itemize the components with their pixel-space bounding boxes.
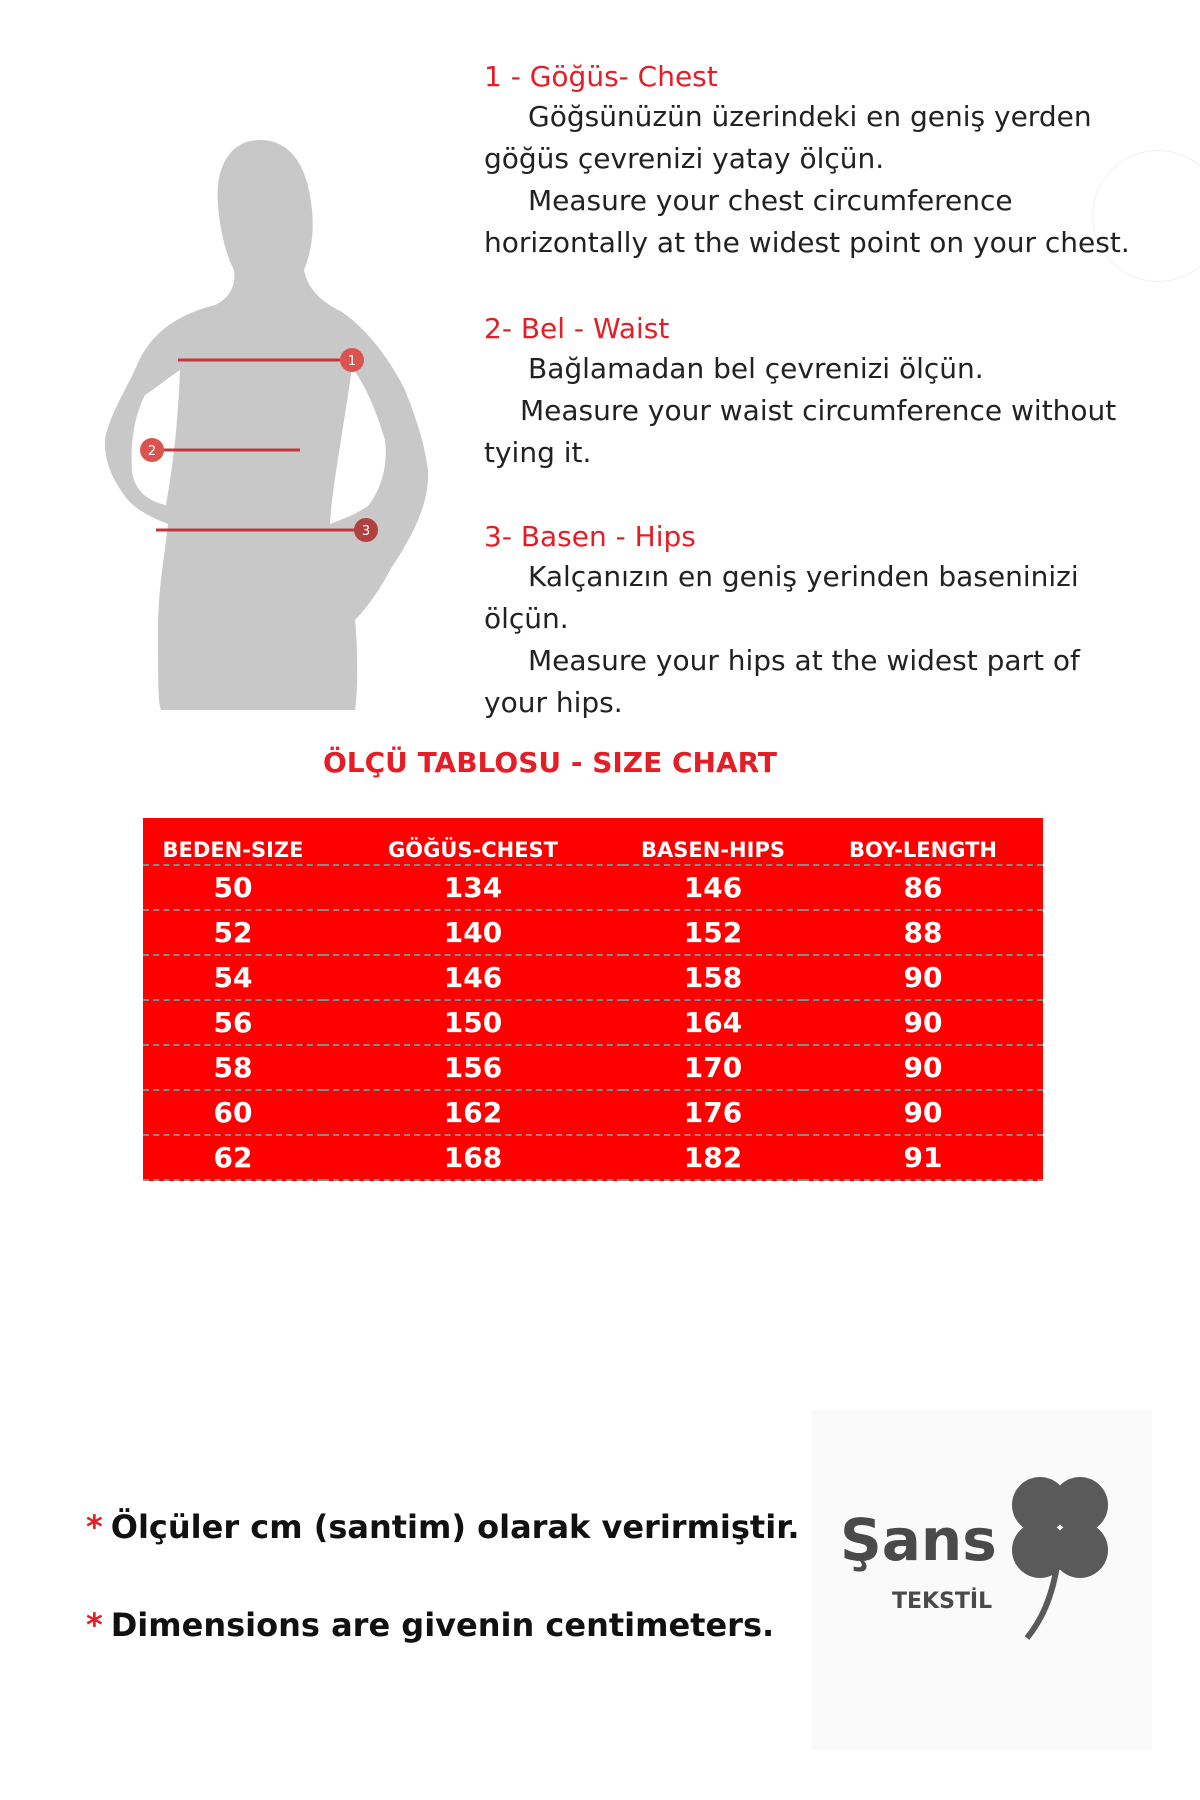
- chest-heading: 1 - Göğüs- Chest: [484, 60, 718, 93]
- sans-tekstil-logo: [812, 1410, 1152, 1750]
- note-units-english: [86, 1606, 774, 1644]
- cell-hips: 170: [623, 1045, 803, 1090]
- cell-size: 60: [143, 1090, 323, 1135]
- cell-length: 86: [803, 865, 1043, 910]
- cell-chest: 156: [323, 1045, 623, 1090]
- header-length: BOY-LENGTH: [803, 818, 1043, 865]
- header-chest: GÖĞÜS-CHEST: [323, 818, 623, 865]
- table-row: [143, 1045, 1043, 1090]
- note-star: *: [86, 1606, 103, 1644]
- note-text: Ölçüler cm (santim) olarak verirmiştir.: [110, 1508, 800, 1546]
- chest-line-3: Measure your chest circumference: [528, 184, 1013, 217]
- marker-chest: [340, 348, 364, 372]
- hips-heading: 3- Basen - Hips: [484, 520, 696, 553]
- hips-line-4: your hips.: [484, 686, 623, 719]
- cell-length: 90: [803, 1000, 1043, 1045]
- cell-hips: 176: [623, 1090, 803, 1135]
- waist-line-3: tying it.: [484, 436, 592, 469]
- cell-hips: 164: [623, 1000, 803, 1045]
- header-size: BEDEN-SIZE: [143, 818, 323, 865]
- cell-length: 90: [803, 1045, 1043, 1090]
- cell-size: 56: [143, 1000, 323, 1045]
- cell-hips: 182: [623, 1135, 803, 1180]
- marker-chest-label: 1: [347, 354, 357, 369]
- cell-chest: 150: [323, 1000, 623, 1045]
- cell-size: 54: [143, 955, 323, 1000]
- logo-brand-text: Şans: [840, 1506, 997, 1574]
- cell-size: 58: [143, 1045, 323, 1090]
- hips-line-2: ölçün.: [484, 602, 569, 635]
- cell-hips: 146: [623, 865, 803, 910]
- waist-heading: 2- Bel - Waist: [484, 312, 670, 345]
- marker-waist: [140, 438, 164, 462]
- note-units-turkish: [86, 1508, 800, 1546]
- chest-line-1: Göğsünüzün üzerindeki en geniş yerden: [528, 100, 1092, 133]
- cell-hips: 152: [623, 910, 803, 955]
- cell-chest: 168: [323, 1135, 623, 1180]
- cell-chest: 140: [323, 910, 623, 955]
- note-text: Dimensions are givenin centimeters.: [110, 1606, 775, 1644]
- note-star: *: [86, 1508, 103, 1546]
- hips-instructions: [484, 518, 1184, 724]
- marker-hips: [354, 518, 378, 542]
- cell-length: 88: [803, 910, 1043, 955]
- cell-size: 62: [143, 1135, 323, 1180]
- header-hips: BASEN-HIPS: [623, 818, 803, 865]
- table-row: [143, 1135, 1043, 1180]
- cell-hips: 158: [623, 955, 803, 1000]
- chest-line-2: göğüs çevrenizi yatay ölçün.: [484, 142, 885, 175]
- cell-length: 91: [803, 1135, 1043, 1180]
- size-chart-title: ÖLÇÜ TABLOSU - SIZE CHART: [322, 746, 778, 779]
- cell-size: 50: [143, 865, 323, 910]
- cell-size: 52: [143, 910, 323, 955]
- body-measurement-figure: [50, 120, 450, 720]
- cell-chest: 134: [323, 865, 623, 910]
- cell-chest: 162: [323, 1090, 623, 1135]
- table-row: [143, 1000, 1043, 1045]
- cell-chest: 146: [323, 955, 623, 1000]
- cell-length: 90: [803, 955, 1043, 1000]
- cell-length: 90: [803, 1090, 1043, 1135]
- hips-line-3: Measure your hips at the widest part of: [528, 644, 1080, 677]
- table-row: [143, 910, 1043, 955]
- waist-line-1: Bağlamadan bel çevrenizi ölçün.: [528, 352, 984, 385]
- chest-instructions: [484, 58, 1184, 264]
- waist-instructions: [484, 310, 1184, 474]
- logo-sub-text: TEKSTİL: [892, 1589, 993, 1614]
- table-row: [143, 1090, 1043, 1135]
- marker-waist-label: 2: [147, 444, 157, 459]
- table-row: [143, 865, 1043, 910]
- chest-line-4: horizontally at the widest point on your chest.: [484, 226, 1130, 259]
- hips-line-1: Kalçanızın en geniş yerinden baseninizi: [528, 560, 1079, 593]
- marker-hips-label: 3: [361, 524, 371, 539]
- waist-line-2: Measure your waist circumference without: [520, 394, 1117, 427]
- table-header-row: [143, 818, 1043, 865]
- size-chart-table: [143, 818, 1043, 1181]
- table-row: [143, 955, 1043, 1000]
